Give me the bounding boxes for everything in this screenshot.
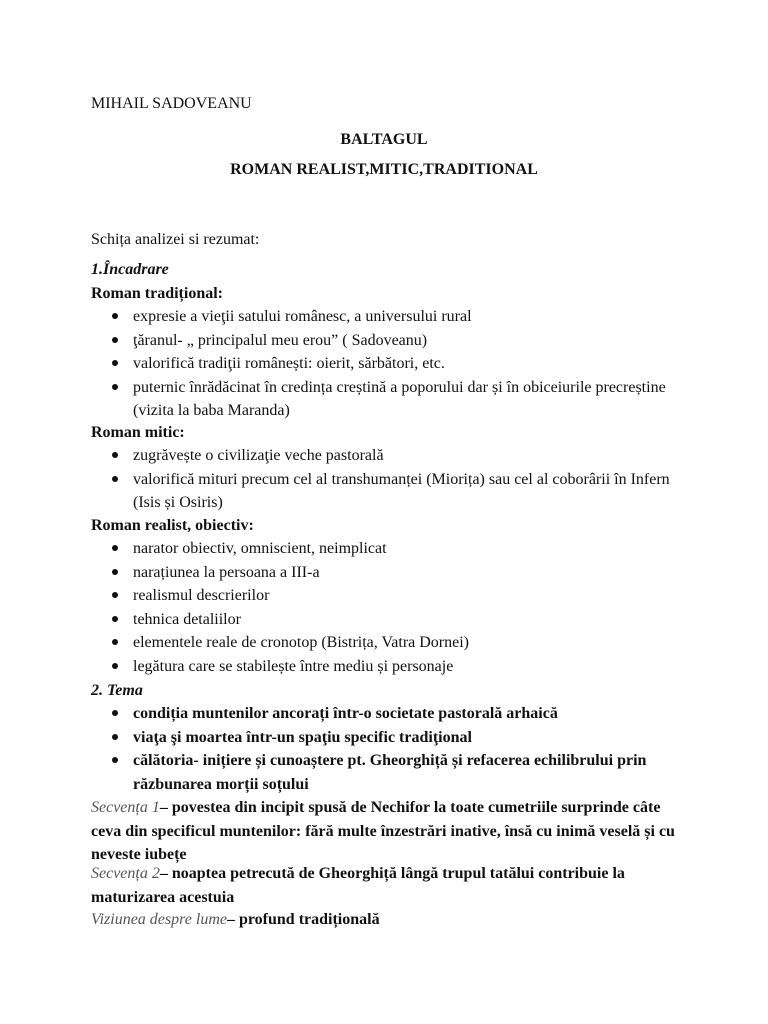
list-item: elementele reale de cronotop (Bistrița, Vatra Dornei) (112, 631, 692, 655)
sequence-text: – noaptea petrecută de Gheorghiță lângă trupul tatălui contribuie la maturizarea acestuia (91, 865, 625, 906)
list-item: valorifică mituri precum cel al transhumanței (Miorița) sau cel al coborârii în Infern (Isis și Osiris) (112, 468, 692, 515)
sequence-text: – povestea din incipit spusă de Nechifor la toate cumetriile surprinde câte ceva din specificul muntenilor: fără multe înzestrări inative, însă cu inimă veselă și cu neveste iubețe (91, 799, 675, 863)
list-item: valorifică tradiţii românești: oierit, sărbători, etc. (112, 352, 692, 376)
bullet-icon (112, 313, 118, 319)
worldview-line (91, 908, 691, 932)
list-item: puternic înrădăcinat în credința creștină a poporului dar și în obiceiurile precreștine (vizita la baba Maranda) (112, 376, 692, 423)
bullet-icon (112, 452, 118, 458)
bullet-icon (112, 592, 118, 598)
sequence-2 (91, 862, 691, 909)
list-item: ţăranul- „ principalul meu erou” ( Sadoveanu) (112, 329, 692, 353)
bullet-icon (112, 710, 118, 716)
author-name: MIHAIL SADOVEANU (91, 95, 252, 112)
bullet-icon (112, 616, 118, 622)
list-item: tehnica detaliilor (112, 608, 692, 632)
bullet-icon (112, 569, 118, 575)
bullet-icon (112, 476, 118, 482)
sequence-label: Secvența 2 (91, 865, 160, 882)
bullet-icon (112, 337, 118, 343)
bullet-icon (112, 384, 118, 390)
list-item: călătoria- inițiere și cunoaștere pt. Gheorghiță și refacerea echilibrului prin răzbunarea morții soțului (112, 749, 692, 796)
list-item: viaţa şi moartea într-un spaţiu specific tradiţional (112, 726, 692, 750)
document-title: BALTAGUL (340, 131, 428, 148)
list-traditional (112, 305, 692, 423)
list-item: realismul descrierilor (112, 584, 692, 608)
label-roman-realist: Roman realist, obiectiv: (91, 517, 254, 534)
section-heading-tema: 2. Tema (91, 682, 143, 699)
bullet-icon (112, 757, 118, 763)
bullet-icon (112, 360, 118, 366)
section-heading-incadrare: 1.Încadrare (91, 261, 169, 278)
list-item: legătura care se stabilește între mediu și personaje (112, 655, 692, 679)
bullet-icon (112, 639, 118, 645)
list-mitic (112, 444, 692, 515)
label-roman-traditional: Roman tradițional: (91, 285, 223, 302)
label-roman-mitic: Roman mitic: (91, 424, 185, 441)
sequence-1 (91, 796, 691, 867)
bullet-icon (112, 734, 118, 740)
list-item: condiția muntenilor ancorați într-o societate pastorală arhaică (112, 702, 692, 726)
list-item: expresie a vieţii satului românesc, a universului rural (112, 305, 692, 329)
intro-line: Schița analizei si rezumat: (91, 231, 260, 248)
worldview-text: – profund tradițională (226, 911, 380, 928)
bullet-icon (112, 545, 118, 551)
bullet-icon (112, 663, 118, 669)
list-tema (112, 702, 692, 796)
list-realist (112, 537, 692, 678)
worldview-label: Viziunea despre lume (91, 911, 227, 928)
list-item: zugrăvește o civilizaţie veche pastorală (112, 444, 692, 468)
document-subtitle: ROMAN REALIST,MITIC,TRADITIONAL (230, 161, 538, 178)
list-item: narator obiectiv, omniscient, neimplicat (112, 537, 692, 561)
sequence-label: Secvența 1 (91, 799, 160, 816)
list-item: narațiunea la persoana a III-a (112, 561, 692, 585)
